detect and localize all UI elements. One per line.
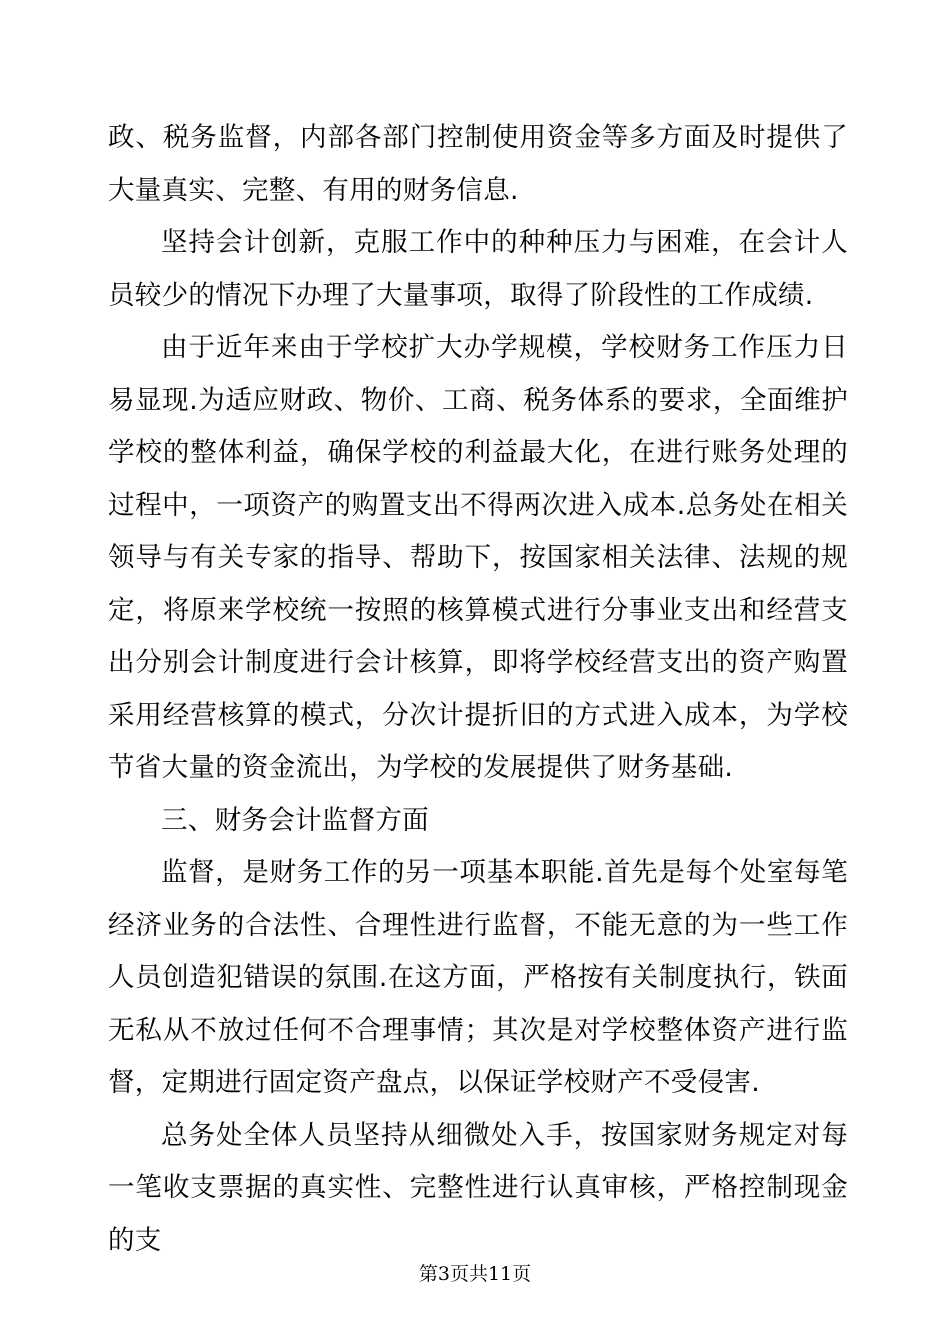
paragraph-school-expansion: 由于近年来由于学校扩大办学规模，学校财务工作压力日易显现.为适应财政、物价、工商、税务体系的要求，全面维护学校的整体利益，确保学校的利益最大化，在进行账务处理的过程中，一项资产的购置支出不得两次进入成本.总务处在相关领导与有关专家的指导、帮助下，按国家相关法律、法规的规定，将原来学校统一按照的核算模式进行分事业支出和经营支出分别会计制度进行会计核算，即将学校经营支出的资产购置采用经营核算的模式，分次计提折旧的方式进入成本，为学校节省大量的资金流出，为学校的发展提供了财务基础. xyxy=(108,332,848,783)
section-heading-supervision: 三、财务会计监督方面 xyxy=(161,804,429,836)
document-body xyxy=(108,112,848,1267)
paragraph-continuation: 政、税务监督，内部各部门控制使用资金等多方面及时提供了大量真实、完整、有用的财务信息. xyxy=(108,122,848,206)
paragraph-supervision: 监督，是财务工作的另一项基本职能.首先是每个处室每笔经济业务的合法性、合理性进行监督，不能无意的为一些工作人员创造犯错误的氛围.在这方面，严格按有关制度执行，铁面无私从不放过任何不合理事情；其次是对学校整体资产进行监督，定期进行固定资产盘点，以保证学校财产不受侵害. xyxy=(108,857,848,1098)
paragraph-general-affairs: 总务处全体人员坚持从细微处入手，按国家财务规定对每一笔收支票据的真实性、完整性进行认真审核，严格控制现金的支 xyxy=(108,1119,848,1256)
page-number-footer: 第3页共11页 xyxy=(418,1263,532,1285)
paragraph-accounting-innovation: 坚持会计创新，克服工作中的种种压力与困难，在会计人员较少的情况下办理了大量事项，取得了阶段性的工作成绩. xyxy=(108,227,848,311)
